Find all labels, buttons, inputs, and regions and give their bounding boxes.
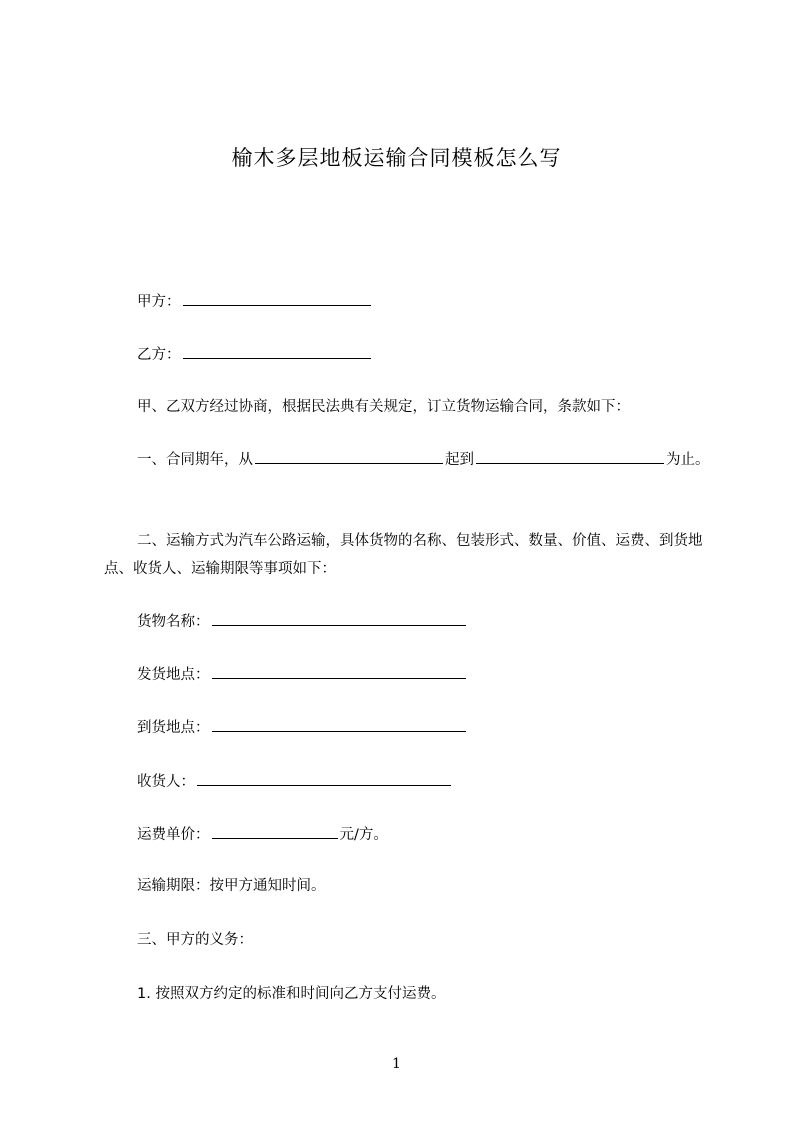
party-b-label: 乙方： (137, 347, 181, 363)
clause-1-middle: 起到 (445, 452, 474, 468)
clause-1-paragraph (104, 446, 714, 474)
freight-price-line (137, 823, 388, 845)
clause-3-item-1: 1. 按照双方约定的标准和时间向乙方支付运费。 (137, 986, 446, 1002)
party-b-blank[interactable] (183, 343, 371, 359)
goods-name-label: 货物名称： (137, 614, 210, 630)
consignee-label: 收货人： (137, 774, 195, 790)
ship-from-blank[interactable] (212, 663, 466, 679)
page-number: 1 (392, 1056, 401, 1072)
clause-3-heading: 三、甲方的义务： (137, 932, 253, 948)
goods-name-line (137, 610, 468, 632)
contract-start-blank[interactable] (255, 448, 443, 464)
document-title: 榆木多层地板运输合同模板怎么写 (231, 146, 562, 170)
clause-2-paragraph: 二、运输方式为汽车公路运输，具体货物的名称、包装形式、数量、价值、运费、到货地点、收货人、运输期限等事项如下： (104, 533, 703, 577)
ship-from-label: 发货地点： (137, 667, 210, 683)
freight-price-unit: 元/方。 (339, 827, 388, 843)
freight-price-blank[interactable] (212, 823, 338, 839)
party-b-line (137, 343, 373, 365)
freight-price-label: 运费单价： (137, 827, 210, 843)
destination-line (137, 716, 468, 738)
transport-period-line: 运输期限：按甲方通知时间。 (137, 878, 326, 894)
destination-label: 到货地点： (137, 720, 210, 736)
clause-1-suffix: 为止。 (666, 452, 710, 468)
party-a-line (137, 290, 373, 312)
goods-name-blank[interactable] (212, 610, 466, 626)
consignee-blank[interactable] (197, 770, 451, 786)
destination-blank[interactable] (212, 716, 466, 732)
clause-1-prefix: 一、合同期年，从 (137, 452, 253, 468)
ship-from-line (137, 663, 468, 685)
consignee-line (137, 770, 453, 792)
party-a-blank[interactable] (183, 290, 371, 306)
contract-end-blank[interactable] (476, 448, 664, 464)
intro-paragraph: 甲、乙双方经过协商，根据民法典有关规定，订立货物运输合同，条款如下： (137, 399, 630, 415)
party-a-label: 甲方： (137, 294, 181, 310)
